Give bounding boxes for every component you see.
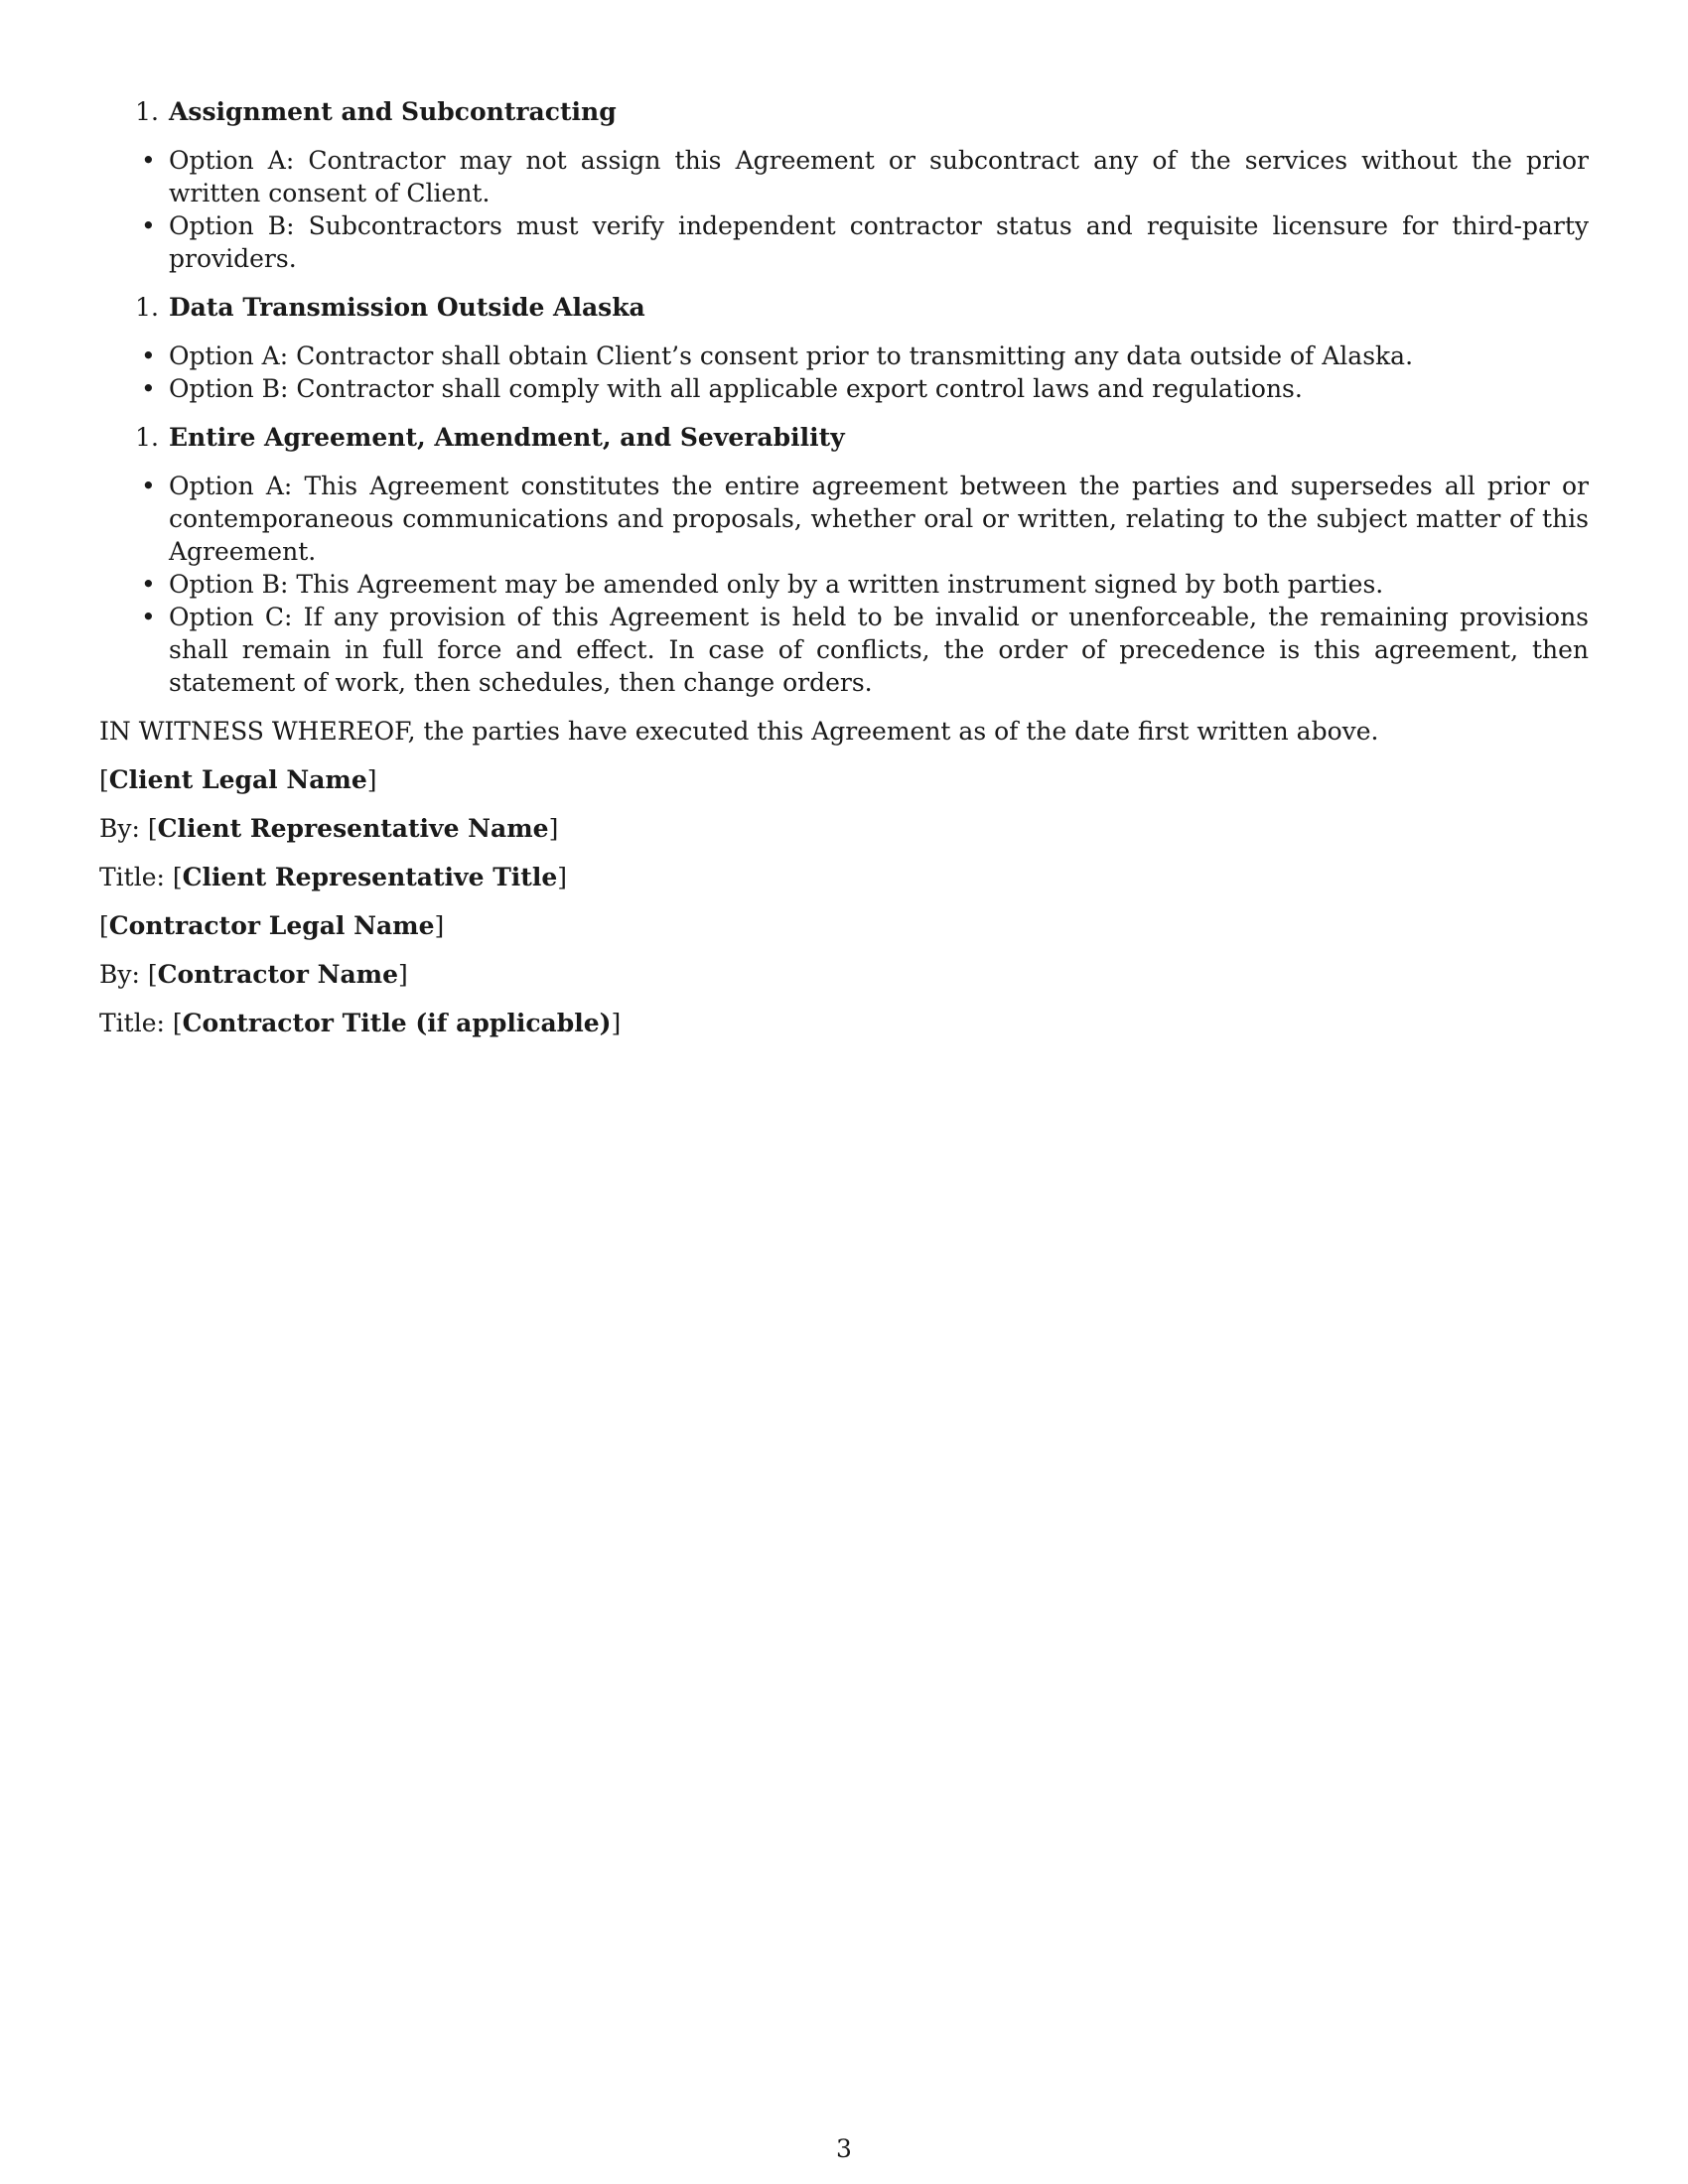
client-by-line: By: [Client Representative Name]: [99, 814, 559, 843]
witness-statement: IN WITNESS WHEREOF, the parties have executed this Agreement as of the date first written above.: [99, 717, 1379, 746]
option-item: • Option C: If any provision of this Agreement is held to be invalid or unenforceable, the remaining provisions shall remain in full force and effect. In case of conflicts, the order of precedence is this agreement, then statement of work, then schedules, then change orders.: [141, 603, 1589, 697]
page-number: 3: [836, 2134, 852, 2163]
option-list: [99, 340, 1589, 405]
option-item: • Option A: This Agreement constitutes the entire agreement between the parties and supersedes all prior or contemporaneous communications and proposals, whether oral or written, relating to the subject matter of this Agreement.: [141, 472, 1589, 566]
section-title: Assignment and Subcontracting: [169, 97, 617, 126]
option-item: • Option A: Contractor may not assign this Agreement or subcontract any of the services without the prior written consent of Client.: [141, 146, 1589, 207]
option-list: [99, 144, 1589, 275]
option-item: • Option B: Contractor shall comply with all applicable export control laws and regulations.: [141, 374, 1303, 403]
section-heading-data-transmission: [99, 291, 1589, 324]
bullet-icon: •: [141, 374, 156, 403]
section-number: 1.: [135, 293, 159, 322]
option-item: • Option B: Subcontractors must verify independent contractor status and requisite licensure for third-party providers.: [141, 211, 1589, 273]
bullet-icon: •: [141, 570, 156, 599]
option-item: • Option A: Contractor shall obtain Client’s consent prior to transmitting any data outside of Alaska.: [141, 341, 1414, 370]
option-item: • Option B: This Agreement may be amended only by a written instrument signed by both parties.: [141, 570, 1384, 599]
section-number: 1.: [135, 423, 159, 452]
section-title: Entire Agreement, Amendment, and Severability: [169, 423, 845, 452]
client-legal-name: [Client Legal Name]: [99, 765, 377, 794]
contractor-title-line: Title: [Contractor Title (if applicable)]: [99, 1009, 622, 1037]
section-title: Data Transmission Outside Alaska: [169, 293, 645, 322]
contractor-by-line: By: [Contractor Name]: [99, 960, 408, 989]
section-heading-entire-agreement: [99, 421, 1589, 454]
bullet-icon: •: [141, 341, 156, 370]
client-title-line: Title: [Client Representative Title]: [99, 863, 568, 891]
bullet-icon: •: [141, 211, 156, 240]
option-list: [99, 470, 1589, 699]
bullet-icon: •: [141, 146, 156, 175]
bullet-icon: •: [141, 472, 156, 500]
section-heading-assignment: [99, 95, 1589, 128]
bullet-icon: •: [141, 603, 156, 631]
contractor-legal-name: [Contractor Legal Name]: [99, 911, 445, 940]
section-number: 1.: [135, 97, 159, 126]
document-page: [99, 95, 1589, 1055]
